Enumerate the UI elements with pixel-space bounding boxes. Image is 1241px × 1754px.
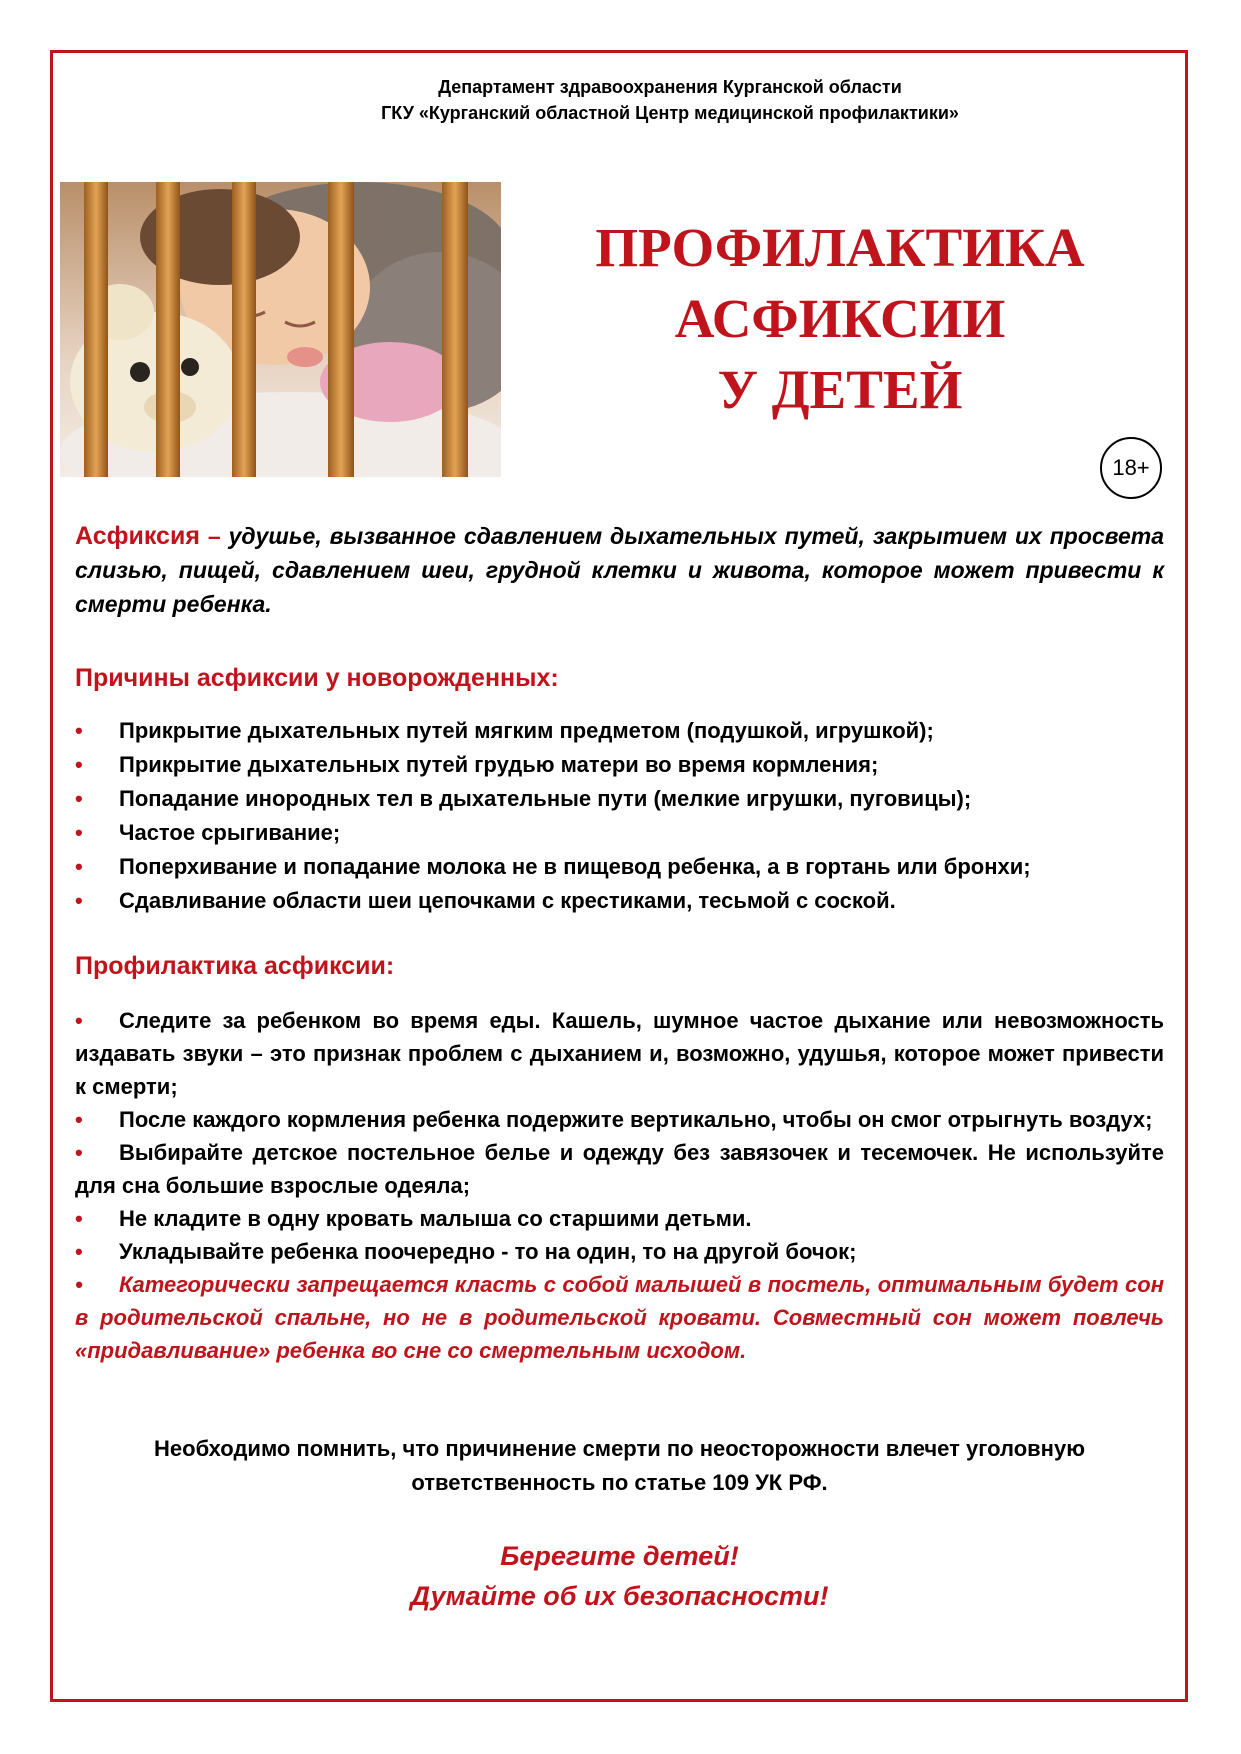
definition-text: удушье, вызванное сдавлением дыхательных путей, закрытием их просвета слизью, пищей, сдавлением шеи, грудной клетки и живота, которое может привести к смерти ребенка. <box>75 523 1165 617</box>
bullet-icon: • <box>75 1140 83 1165</box>
sleeping-child-photo <box>60 182 501 477</box>
list-item-text: Выбирайте детское постельное белье и одежду без завязочек и тесемочек. Не используйте для сна большие взрослые одеяла; <box>75 1140 1164 1198</box>
title-line-3: У ДЕТЕЙ <box>717 359 963 420</box>
organization-header <box>160 74 1180 126</box>
list-item: • Поперхивание и попадание молока не в пищевод ребенка, а в гортань или бронхи; <box>75 850 1175 884</box>
poster-title <box>540 212 1140 425</box>
list-item-text: После каждого кормления ребенка подержите вертикально, чтобы он смог отрыгнуть воздух; <box>119 1107 1153 1132</box>
prevention-list <box>75 1004 1164 1367</box>
bullet-icon: • <box>75 1107 83 1132</box>
title-line-2: АСФИКСИИ <box>674 288 1006 349</box>
list-item <box>75 1235 1164 1268</box>
list-item-text: Не кладите в одну кровать малыша со старшими детьми. <box>119 1206 752 1231</box>
prevention-heading: Профилактика асфиксии: <box>75 952 395 980</box>
list-item-text: Укладывайте ребенка поочередно - то на один, то на другой бочок; <box>119 1239 857 1264</box>
closing-appeal <box>75 1536 1164 1616</box>
list-item <box>75 1103 1164 1136</box>
bullet-icon: • <box>75 1206 83 1231</box>
title-line-1: ПРОФИЛАКТИКА <box>595 217 1085 278</box>
list-item <box>75 1202 1164 1235</box>
definition-term: Асфиксия <box>75 522 200 550</box>
asphyxia-definition <box>75 519 1164 621</box>
closing-line-2: Думайте об их безопасности! <box>410 1581 829 1611</box>
list-item <box>75 1004 1164 1103</box>
causes-heading: Причины асфиксии у новорожденных: <box>75 664 559 692</box>
list-item: • Сдавливание области шеи цепочками с крестиками, тесьмой с соской. <box>75 884 1175 918</box>
bullet-icon: • <box>75 1008 83 1033</box>
department-name: Департамент здравоохранения Курганской области <box>438 77 902 97</box>
list-item-text: Следите за ребенком во время еды. Кашель, шумное частое дыхание или невозможность издавать звуки – это признак проблем с дыханием и, возможно, удушья, которое может привести к смерти; <box>75 1008 1164 1099</box>
closing-line-1: Берегите детей! <box>500 1541 739 1571</box>
list-item: • Попадание инородных тел в дыхательные пути (мелкие игрушки, пуговицы); <box>75 782 1175 816</box>
list-item: • Частое срыгивание; <box>75 816 1175 850</box>
legal-note: Необходимо помнить, что причинение смерти по неосторожности влечет уголовную ответственность по статье 109 УК РФ. <box>154 1436 1085 1495</box>
definition-dash: – <box>207 523 221 549</box>
age-rating-badge: 18+ <box>1100 437 1162 499</box>
list-item: • Прикрытие дыхательных путей мягким предметом (подушкой, игрушкой); <box>75 714 1175 748</box>
bullet-icon: • <box>75 1239 83 1264</box>
warning-text: Категорически запрещается класть с собой малышей в постель, оптимальным будет сон в родительской спальне, но не в родительской кровати. Совместный сон может повлечь «придавливание» ребенка во сне со смертельным исходом. <box>75 1272 1164 1363</box>
list-item: • Прикрытие дыхательных путей грудью матери во время кормления; <box>75 748 1175 782</box>
bullet-icon: • <box>75 1272 83 1297</box>
center-name: ГКУ «Курганский областной Центр медицинской профилактики» <box>381 103 959 123</box>
causes-list <box>75 714 1175 918</box>
list-item <box>75 1136 1164 1202</box>
warning-item <box>75 1268 1164 1367</box>
